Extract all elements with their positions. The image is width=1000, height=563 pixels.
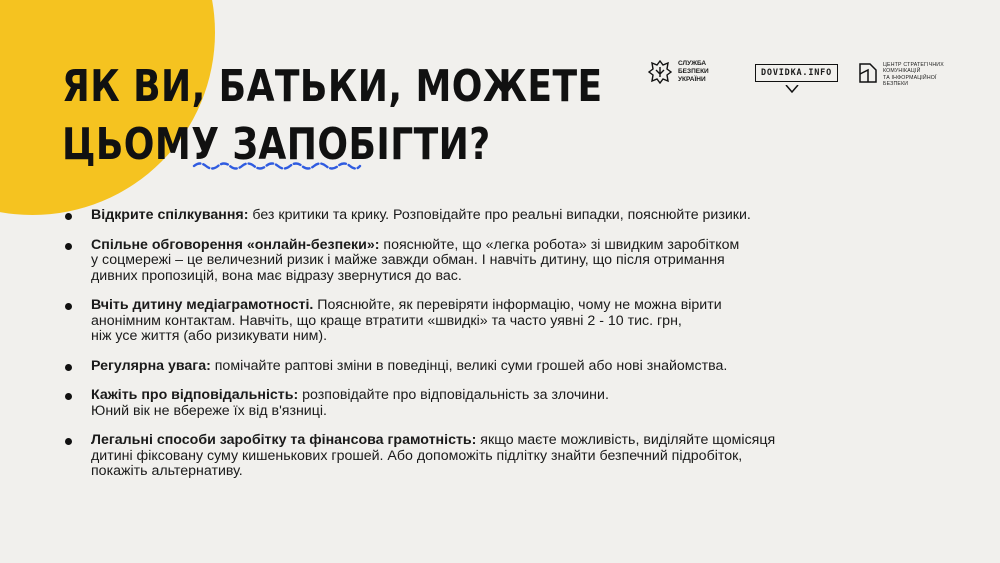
item-text: Юний вік не вбереже їх від в'язниці. (91, 402, 327, 419)
title-line-1: ЯК ВИ, БАТЬКИ, МОЖЕТЕ (62, 61, 603, 112)
ssu-logo (648, 60, 709, 84)
item-heading: Регулярна увага: (91, 357, 211, 374)
item-heading: Вчіть дитину медіаграмотності. (91, 297, 314, 313)
item-text: ніж усе життя (або ризикувати ним). (91, 328, 328, 344)
squiggle-underline (192, 160, 362, 172)
item-text: дитині фіксовану суму кишенькових грошей. Або допоможіть підлітку знайти безпечний підробіток, (91, 447, 743, 464)
partner-logos (648, 60, 948, 100)
page-title (62, 58, 603, 174)
bullet-icon (65, 393, 72, 400)
item-text: розповідайте про відповідальність за злочини. (298, 387, 609, 403)
list-item (62, 388, 922, 419)
list-item (62, 433, 922, 480)
item-heading: Кажіть про відповідальність: (91, 387, 299, 403)
list-item (62, 238, 922, 285)
advice-list (62, 208, 922, 494)
title-line-2: ЦЬОМУ ЗАПОБІГТИ? (62, 119, 491, 170)
bullet-icon (65, 364, 72, 371)
cspk-line-4: БЕЗПЕКИ (883, 80, 909, 87)
item-text: без критики та крику. Розповідайте про реальні випадки, пояснюйте ризики. (248, 207, 751, 223)
dovidka-logo (755, 64, 838, 82)
cspk-line-3: ТА ІНФОРМАЦІЙНОЇ (883, 74, 937, 81)
list-item (62, 208, 922, 224)
item-text: Пояснюйте, як перевіряти інформацію, чому не можна вірити (313, 297, 722, 313)
ssu-line-2: БЕЗПЕКИ (678, 68, 709, 75)
item-text: покажіть альтернативу. (91, 463, 243, 479)
item-text: у соцмережі – це величезний ризик і майже завжди обман. І навчіть дитину, що після отримання (91, 252, 725, 268)
bullet-icon (65, 213, 72, 220)
bullet-icon (65, 303, 72, 310)
bullet-icon (65, 243, 72, 250)
item-text: анонімним контактам. Навчіть, що краще втратити «швидкі» та часто уявні 2 - 10 тис. грн, (91, 312, 682, 329)
ssu-line-3: УКРАЇНИ (678, 76, 706, 83)
item-text: дивних пропозицій, вона має відразу звернутися до вас. (91, 267, 462, 284)
ssu-emblem-icon (648, 60, 672, 84)
item-heading: Відкрите спілкування: (91, 207, 249, 223)
cspk-emblem-icon (858, 62, 878, 84)
item-text: помічайте раптові зміни в поведінці, великі суми грошей або нові знайомства. (210, 357, 728, 374)
speech-tail-icon (785, 85, 799, 93)
cspk-logo (858, 62, 965, 87)
cspk-name (883, 62, 965, 87)
cspk-line-1: ЦЕНТР СТРАТЕГІЧНИХ (883, 62, 944, 68)
cspk-line-2: КОМУНІКАЦІЙ (883, 68, 921, 75)
dovidka-label: DOVIDKA.INFO (755, 64, 838, 82)
ssu-line-1: СЛУЖБА (678, 60, 707, 67)
list-item (62, 298, 922, 345)
item-text: пояснюйте, що «легка робота» зі швидким заробітком (379, 236, 740, 253)
list-item (62, 359, 922, 375)
item-heading: Спільне обговорення «онлайн-безпеки»: (91, 236, 380, 253)
ssu-name (678, 60, 709, 84)
bullet-icon (65, 438, 72, 445)
item-text: якщо маєте можливість, виділяйте щомісяця (476, 432, 776, 448)
item-heading: Легальні способи заробітку та фінансова грамотність: (91, 432, 477, 448)
